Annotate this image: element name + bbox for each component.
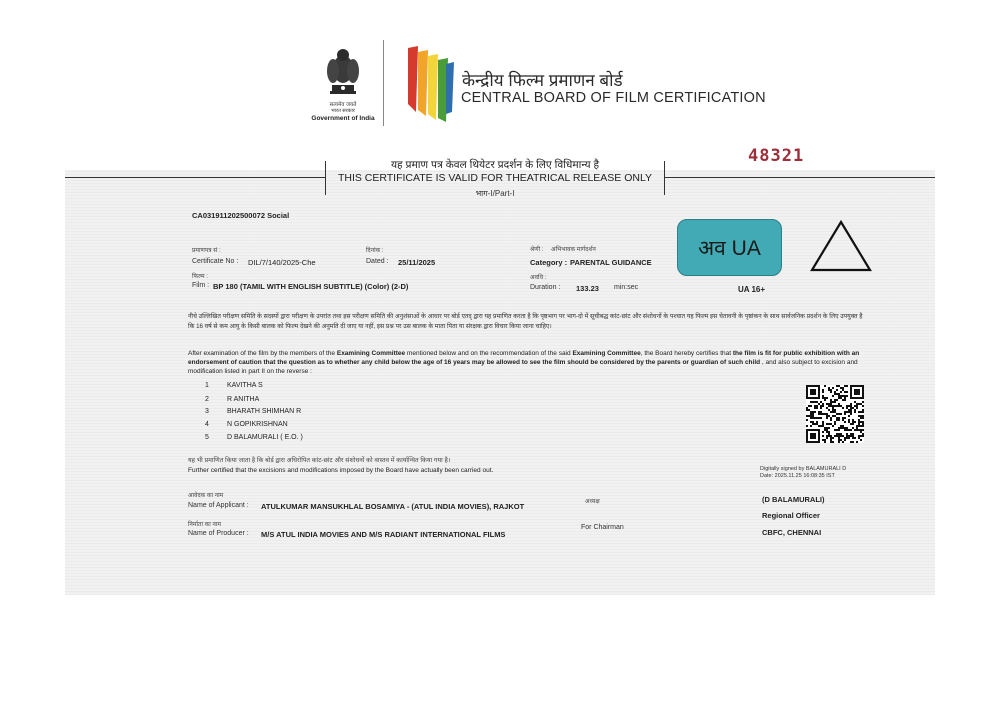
- film-value: BP 180 (TAMIL WITH ENGLISH SUBTITLE) (Color) (2-D): [213, 282, 409, 291]
- certification-hindi-paragraph: नीचे उल्लिखित परीक्षण समिति के सदस्यों द्वारा परीक्षण के उपरांत तथा इस परीक्षण समिति की अनुशंसाओं के आधार पर बोर्ड एतद् द्वारा यह प्रमाणित करता है कि पृष्ठभाग पर भाग-दो में सूचीबद्ध कांट-छांट और संशोधनों के पश्चात यह फिल्म इस चेतावनी के पृष्ठांकन के साथ सार्वजनिक प्रदर्शन के लिए उपयुक्त है कि 16 वर्ष से कम आयु के किसी बालक को फिल्म देखने की अनुमति दी जाए या नहीं, इस प्रश्न पर उस बालक के माता पिता या संरक्षक द्वारा विचार किया जाना चाहिए।: [188, 313, 863, 330]
- signatory-name: (D BALAMURALI): [762, 495, 825, 504]
- validity-line-left: [65, 177, 325, 178]
- film-hindi: फिल्म :: [192, 274, 208, 280]
- rating-sub-label: UA 16+: [738, 285, 766, 294]
- producer-value: M/S ATUL INDIA MOVIES AND M/S RADIANT INTERNATIONAL FILMS: [261, 530, 506, 539]
- applicant-label: Name of Applicant :: [188, 502, 249, 509]
- film-label: Film :: [192, 282, 210, 289]
- date-hindi: दिनांक :: [366, 248, 384, 254]
- part-label: भाग-I/Part-I: [475, 189, 515, 198]
- board-name-hindi: केन्द्रीय फिल्म प्रमाणन बोर्ड: [462, 71, 623, 90]
- validity-english: THIS CERTIFICATE IS VALID FOR THEATRICAL RELEASE ONLY: [337, 172, 653, 184]
- validity-hindi: यह प्रमाण पत्र केवल थियेटर प्रदर्शन के लिए विधिमान्य है: [390, 159, 600, 171]
- committee-number: 4: [205, 421, 209, 428]
- category-value: PARENTAL GUIDANCE: [570, 258, 652, 267]
- digital-signature-line1: Digitally signed by BALAMURALI D: [760, 466, 847, 472]
- further-english: Further certified that the excisions and modifications imposed by the Board have actually been carried out.: [188, 467, 494, 474]
- gov-hindi: भारत सरकार: [331, 108, 355, 114]
- duration-hindi: अवधि :: [530, 275, 547, 281]
- certificate-no-hindi: प्रमाणपत्र सं :: [192, 248, 221, 254]
- chairman-english: For Chairman: [581, 524, 624, 531]
- category-hindi-label: श्रेणी :: [530, 247, 544, 253]
- certificate-no-label: Certificate No :: [192, 258, 239, 265]
- committee-member: D BALAMURALI ( E.O. ): [227, 434, 303, 441]
- serial-number: 48321: [748, 146, 805, 166]
- board-name-english: CENTRAL BOARD OF FILM CERTIFICATION: [461, 90, 766, 106]
- cbfc-logo: [402, 42, 458, 124]
- rating-badge-text: अव UA: [698, 236, 761, 260]
- triangle-icon: [808, 218, 874, 274]
- committee-number: 2: [205, 396, 209, 403]
- committee-member: N GOPIKRISHNAN: [227, 421, 288, 428]
- emblem: [318, 45, 368, 103]
- duration-value: 133.23: [576, 284, 599, 293]
- committee-member: R ANITHA: [227, 396, 260, 403]
- producer-label: Name of Producer :: [188, 530, 249, 537]
- applicant-hindi: आवेदक का नाम: [188, 493, 224, 499]
- header-divider: [383, 40, 384, 126]
- validity-bracket-right: [664, 161, 665, 195]
- duration-unit: min:sec: [614, 284, 639, 291]
- qr-code: [806, 385, 864, 443]
- date-value: 25/11/2025: [398, 258, 436, 267]
- signatory-title: Regional Officer: [762, 511, 820, 520]
- committee-number: 3: [205, 408, 209, 415]
- committee-member: BHARATH SHIMHAN R: [227, 408, 302, 415]
- signatory-office: CBFC, CHENNAI: [762, 528, 822, 537]
- date-label: Dated :: [366, 258, 389, 265]
- validity-bracket-left: [325, 161, 326, 195]
- committee-member: KAVITHA S: [227, 382, 263, 389]
- committee-number: 5: [205, 434, 209, 441]
- applicant-value: ATULKUMAR MANSUKHLAL BOSAMIYA - (ATUL INDIA MOVIES), RAJKOT: [261, 502, 525, 511]
- committee-number: 1: [205, 382, 209, 389]
- category-hindi-value: अभिभावक मार्गदर्शन: [551, 247, 596, 253]
- producer-hindi: निर्माता का नाम: [188, 522, 221, 528]
- gov-english: Government of India: [311, 115, 375, 122]
- emblem-motto: सत्यमेव जयते: [329, 102, 357, 108]
- certificate-no-value: DIL/7/140/2025-Che: [248, 258, 316, 267]
- category-label: Category :: [530, 258, 568, 267]
- certification-english-paragraph: After examination of the film by the members of the Examining Committee mentioned below and on the recommendation of the said Examining Committee, the Board hereby certifies that the film is fit for public exhibition with an endorsement of caution that the question as to whether any child below the age of 16 years may be allowed to see the film should be considered by the parents or guardian of such child , and also subject to excision and modification listed in part II on the reverse :: [188, 350, 860, 375]
- validity-line-right: [664, 177, 935, 178]
- further-hindi: यह भी प्रमाणित किया जाता है कि बोर्ड द्वारा अधिरोपित कांट-छांट और संशोधनों को वास्तव में कार्यान्वित किया गया है।: [188, 457, 451, 464]
- reference-code: CA031911202500072 Social: [192, 211, 290, 220]
- digital-signature-line2: Date: 2025.11.25 16:08:35 IST: [760, 473, 835, 479]
- duration-label: Duration :: [530, 284, 561, 291]
- rating-badge: [677, 219, 782, 276]
- chairman-hindi: अध्यक्ष: [585, 499, 600, 505]
